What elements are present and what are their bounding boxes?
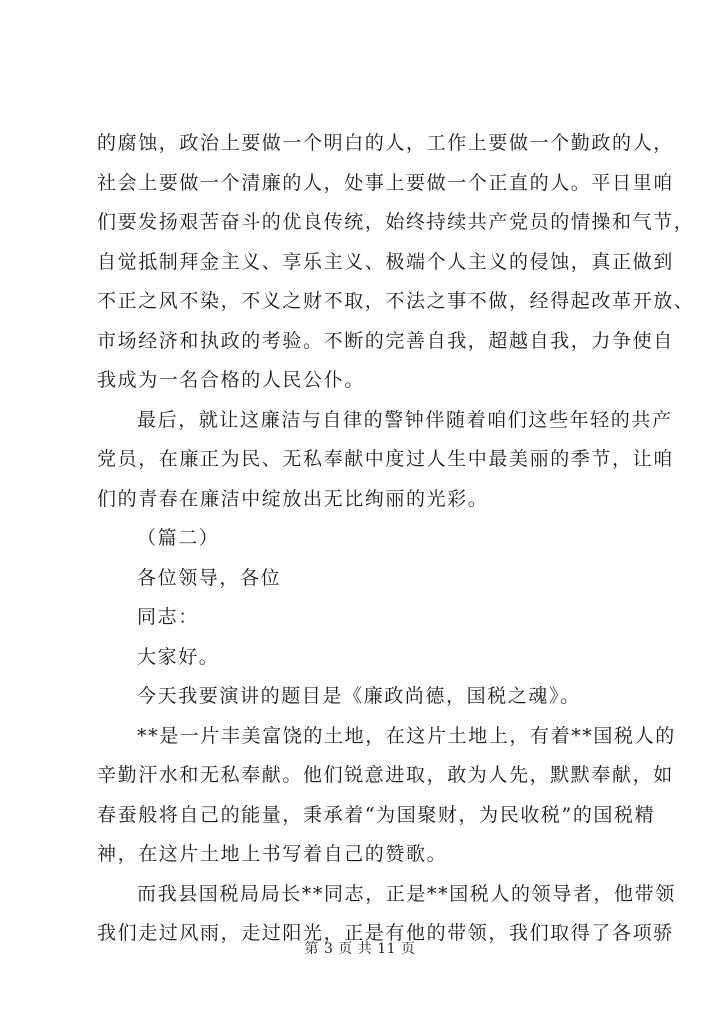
text-line: **是一片丰美富饶的土地，在这片土地上，有着**国税人的 <box>137 724 676 747</box>
text-line: 最后，就让这廉洁与自律的警钟伴随着咱们这些年轻的共产 <box>137 408 673 431</box>
document-body <box>97 124 695 954</box>
section-heading: （篇二） <box>137 527 220 549</box>
text-line: 各位领导，各位 <box>137 566 282 589</box>
text-line: 党员，在廉正为民、无私奉献中度过人生中最美丽的季节，让咱 <box>97 448 674 470</box>
text-line: 而我县国税局局长**同志，正是**国税人的领导者，他带领 <box>137 882 676 905</box>
text-line: 春蚕般将自己的能量，秉承着“为国聚财，为民收税”的国税精 <box>97 803 656 826</box>
text-line: 大家好。 <box>137 645 220 668</box>
text-line: 同志： <box>137 606 199 628</box>
text-line: 社会上要做一个清廉的人，处事上要做一个正直的人。平日里咱 <box>97 171 674 194</box>
text-line: 们要发扬艰苦奋斗的优良传统，始终持续共产党员的情操和气节， <box>97 211 695 233</box>
page-number-footer: 第 3 页 共 11 页 <box>304 941 416 957</box>
text-line: 们的青春在廉洁中绽放出无比绚丽的光彩。 <box>97 487 489 510</box>
text-line: 辛勤汗水和无私奉献。他们锐意进取，敢为人先，默默奉献，如 <box>97 764 674 786</box>
text-line: 神，在这片土地上书写着自己的赞歌。 <box>97 843 448 865</box>
text-line: 今天我要演讲的题目是《廉政尚德，国税之魂》。 <box>137 685 581 707</box>
text-line: 市场经济和执政的考验。不断的完善自我，超越自我，力争使自 <box>97 329 674 352</box>
text-line: 的腐蚀，政治上要做一个明白的人，工作上要做一个勤政的人， <box>97 132 674 154</box>
text-line: 自觉抵制拜金主义、享乐主义、极端个人主义的侵蚀，真正做到 <box>97 250 674 273</box>
text-line: 我们走过风雨，走过阳光，正是有他的带领，我们取得了各项骄 <box>97 922 674 944</box>
text-line: 我成为一名合格的人民公仆。 <box>97 369 365 391</box>
text-line: 不正之风不染，不义之财不取，不法之事不做，经得起改革开放、 <box>97 290 695 312</box>
